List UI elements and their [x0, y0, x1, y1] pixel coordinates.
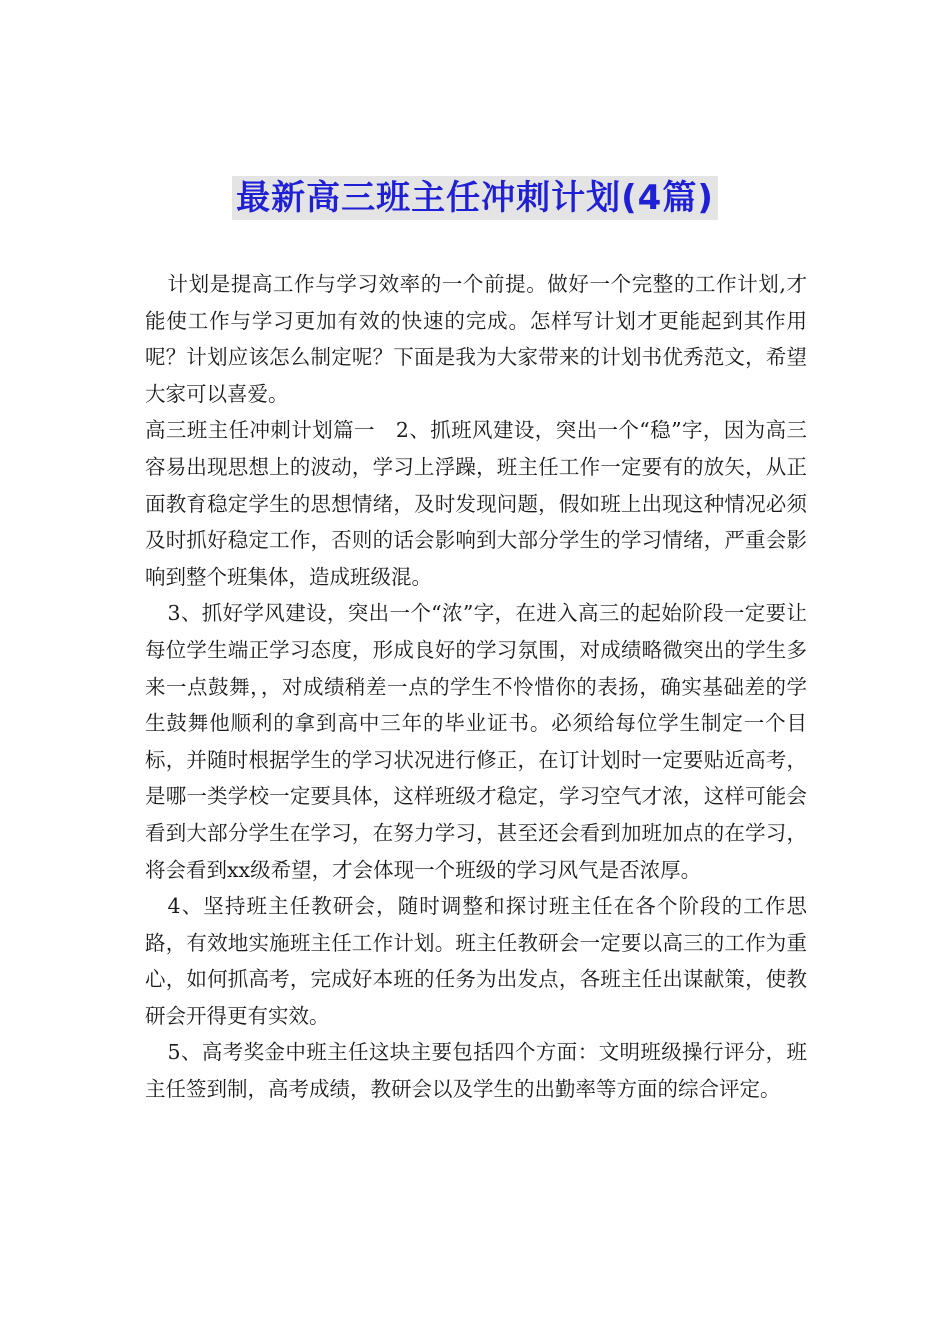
document-title: 最新高三班主任冲刺计划(4篇) [232, 176, 718, 220]
title-container [0, 176, 950, 220]
paragraph-plan-one: 高三班主任冲刺计划篇一 2、抓班风建设，突出一个“稳”字，因为高三容易出现思想上的波动，学习上浮躁，班主任工作一定要有的放矢，从正面教育稳定学生的思想情绪，及时发现问题，假如班上出现这种情况必须及时抓好稳定工作，否则的话会影响到大部分学生的学习情绪，严重会影响到整个班集体，造成班级混。 [145, 418, 807, 589]
paragraph-intro: 计划是提高工作与学习效率的一个前提。做好一个完整的工作计划,才能使工作与学习更加有效的快速的完成。怎样写计划才更能起到其作用呢？计划应该怎么制定呢？下面是我为大家带来的计划书优秀范文，希望大家可以喜爱。 [145, 272, 807, 406]
document-body [145, 266, 807, 1108]
paragraph-item-4: 4、坚持班主任教研会，随时调整和探讨班主任在各个阶段的工作思路，有效地实施班主任工作计划。班主任教研会一定要以高三的工作为重心，如何抓高考，完成好本班的任务为出发点，各班主任出谋献策，使教研会开得更有实效。 [145, 894, 807, 1028]
paragraph-item-3: 3、抓好学风建设，突出一个“浓”字，在进入高三的起始阶段一定要让每位学生端正学习态度，形成良好的学习氛围，对成绩略微突出的学生多来一点鼓舞，，对成绩稍差一点的学生不怜惜你的表扬，确实基础差的学生鼓舞他顺利的拿到高中三年的毕业证书。必须给每位学生制定一个目标，并随时根据学生的学习状况进行修正，在订计划时一定要贴近高考，是哪一类学校一定要具体，这样班级才稳定，学习空气才浓，这样可能会看到大部分学生在学习，在努力学习，甚至还会看到加班加点的在学习，将会看到xx级希望，才会体现一个班级的学习风气是否浓厚。 [145, 601, 807, 882]
paragraph-item-5: 5、高考奖金中班主任这块主要包括四个方面：文明班级操行评分，班主任签到制，高考成绩，教研会以及学生的出勤率等方面的综合评定。 [145, 1040, 807, 1102]
